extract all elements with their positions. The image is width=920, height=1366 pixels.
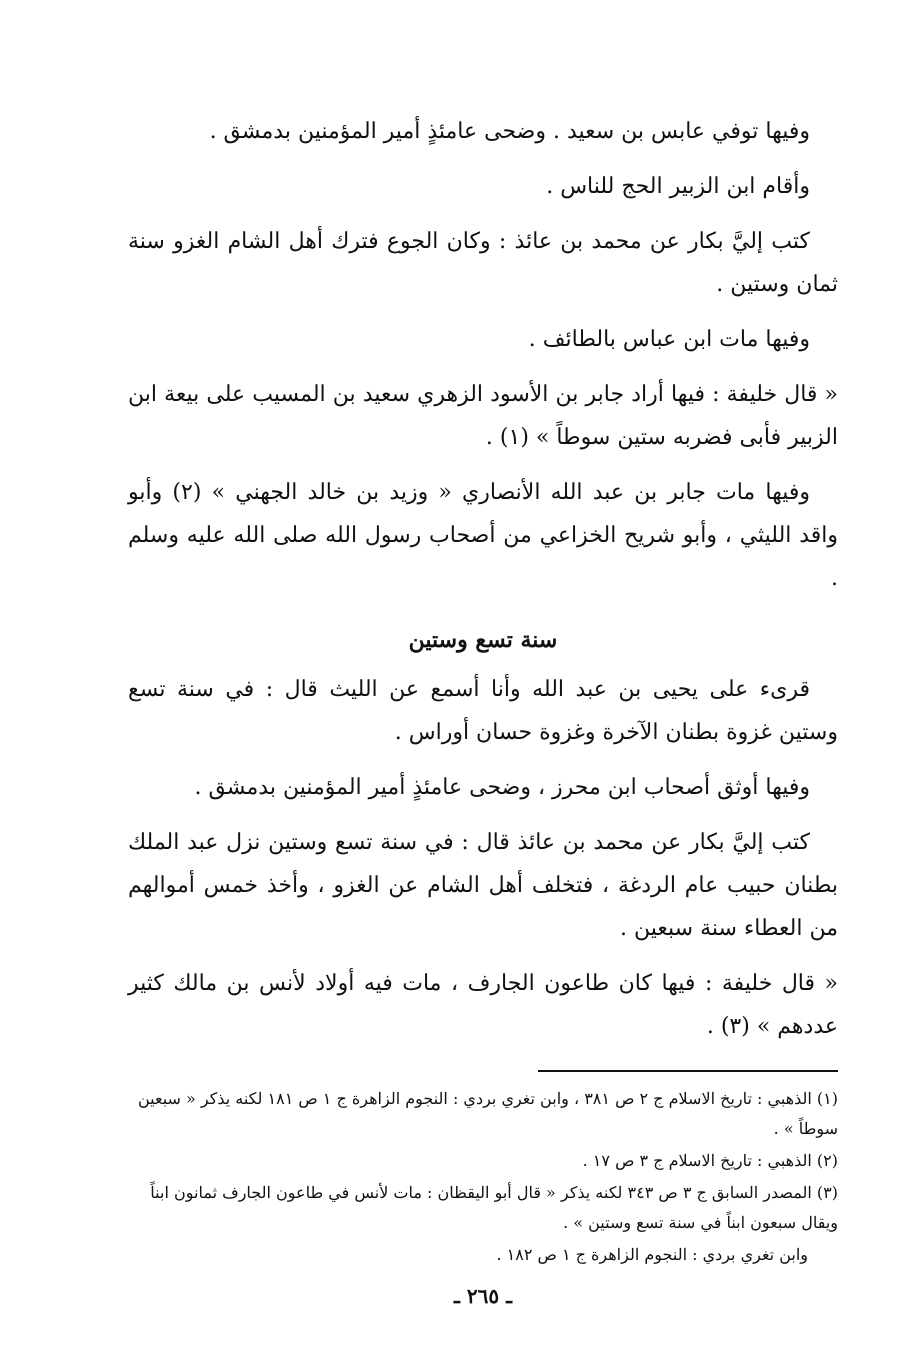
paragraph: وأقام ابن الزبير الحج للناس . [546,174,810,199]
section-heading: سنة تسع وستين [408,627,558,653]
quote-paragraph: « قال خليفة : فيها أراد جابر بن الأسود الزهري سعيد بن المسيب على بيعة ابن الزبير فأبى فضربه ستين سوطاً » (١) . [128,382,838,450]
paragraph: وفيها توفي عابس بن سعيد . وضحى عامئذٍ أمير المؤمنين بدمشق . [209,119,810,144]
footnote-continuation: وابن تغري بردي : النجوم الزاهرة ج ١ ص ١٨٢ . [496,1245,808,1264]
footnotes [128,1084,838,1270]
paragraph: وفيها مات ابن عباس بالطائف . [528,327,810,352]
page-number: ـ ٢٦٥ ـ [454,1284,512,1308]
paragraph: وفيها أوثق أصحاب ابن محرز ، وضحى عامئذٍ أمير المؤمنين بدمشق . [194,775,810,800]
footnote: (١) الذهبي : تاريخ الاسلام ج ٢ ص ٣٨١ ، وابن تغري بردي : النجوم الزاهرة ج ١ ص ١٨١ لكنه يذكر « سبعين سوطاً » . [137,1089,838,1138]
paragraph: وفيها مات جابر بن عبد الله الأنصاري « وزيد بن خالد الجهني » (٢) وأبو واقد الليثي ، وأبو شريح الخزاعي من أصحاب رسول الله صلى الله عليه وسلم . [128,480,838,591]
paragraph: قرىء على يحيى بن عبد الله وأنا أسمع عن الليث قال : في سنة تسع وستين غزوة بطنان الآخرة وغزوة حسان أوراس . [128,677,838,745]
footnote: (٢) الذهبي : تاريخ الاسلام ج ٣ ص ١٧ . [582,1151,838,1170]
main-text [128,110,838,1048]
footnote-separator [538,1070,838,1072]
paragraph: كتب إليَّ بكار عن محمد بن عائذ قال : في سنة تسع وستين نزل عبد الملك بطنان حبيب عام الردغة ، فتخلف أهل الشام عن الغزو ، وأخذ خمس أموالهم من العطاء سنة سبعين . [128,830,838,941]
footnote: (٣) المصدر السابق ج ٣ ص ٣٤٣ لكنه يذكر « قال أبو اليقظان : مات لأنس في طاعون الجارف ثمانون ابناً ويقال سبعون ابناً في سنة تسع وستين » . [150,1183,838,1232]
quote-paragraph: « قال خليفة : فيها كان طاعون الجارف ، مات فيه أولاد لأنس بن مالك كثير عددهم » (٣) . [128,971,838,1039]
paragraph: كتب إليَّ بكار عن محمد بن عائذ : وكان الجوع فترك أهل الشام الغزو سنة ثمان وستين . [128,229,838,297]
